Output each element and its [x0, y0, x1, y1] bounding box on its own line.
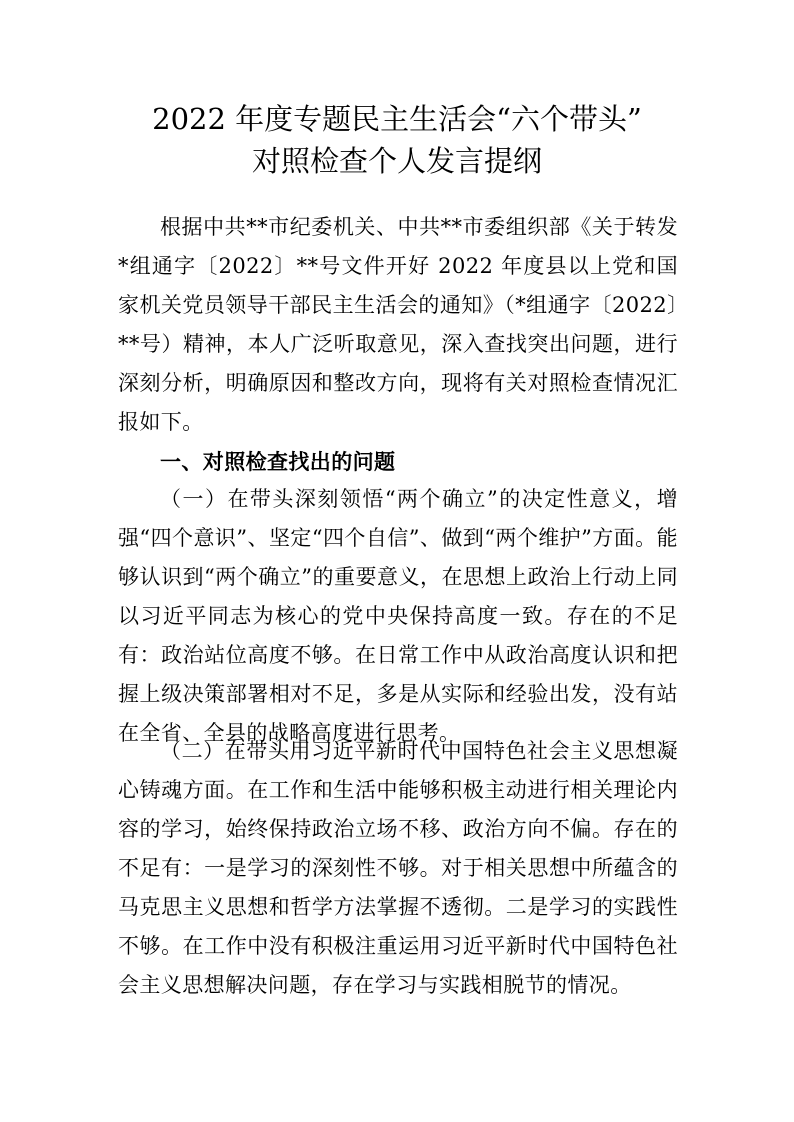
item-2-paragraph: （二）在带头用习近平新时代中国特色社会主义思想凝心铸魂方面。在工作和生活中能够积极主动进行相关理论内容的学习，始终保持政治立场不移、政治方向不偏。存在的不足有：一是学习的深刻性不够。对于相关思想中所蕴含的马克思主义思想和哲学方法掌握不透彻。二是学习的实践性不够。在工作中没有积极注重运用习近平新时代中国特色社会主义思想解决问题，存在学习与实践相脱节的情况。: [118, 739, 678, 997]
item-1-paragraph: （一）在带头深刻领悟“两个确立”的决定性意义，增强“四个意识”、坚定“四个自信”、做到“两个维护”方面。能够认识到“两个确立”的重要意义，在思想上政治上行动上同以习近平同志为核心的党中央保持高度一致。存在的不足有：政治站位高度不够。在日常工作中从政治高度认识和把握上级决策部署相对不足，多是从实际和经验出发，没有站在全省、全县的战略高度进行思考。: [118, 487, 678, 745]
item-2-section: [118, 732, 678, 1005]
document-title-line-2: 对照检查个人发言提纲: [251, 144, 542, 178]
item-1-section: [118, 480, 678, 753]
intro-section: [118, 208, 678, 442]
section-1-heading: 一、对照检查找出的问题: [160, 449, 396, 474]
intro-paragraph: 根据中共**市纪委机关、中共**市委组织部《关于转发*组通字〔2022〕**号文件开好 2022 年度县以上党和国家机关党员领导干部民主生活会的通知》（*组通字〔2022〕**号）精神，本人广泛听取意见，深入查找突出问题，进行深刻分析，明确原因和整改方向，现将有关对照检查情况汇报如下。: [118, 215, 678, 434]
section-1: [118, 442, 678, 481]
document-title-line-1: 2022 年度专题民主生活会“六个带头”: [152, 102, 642, 136]
